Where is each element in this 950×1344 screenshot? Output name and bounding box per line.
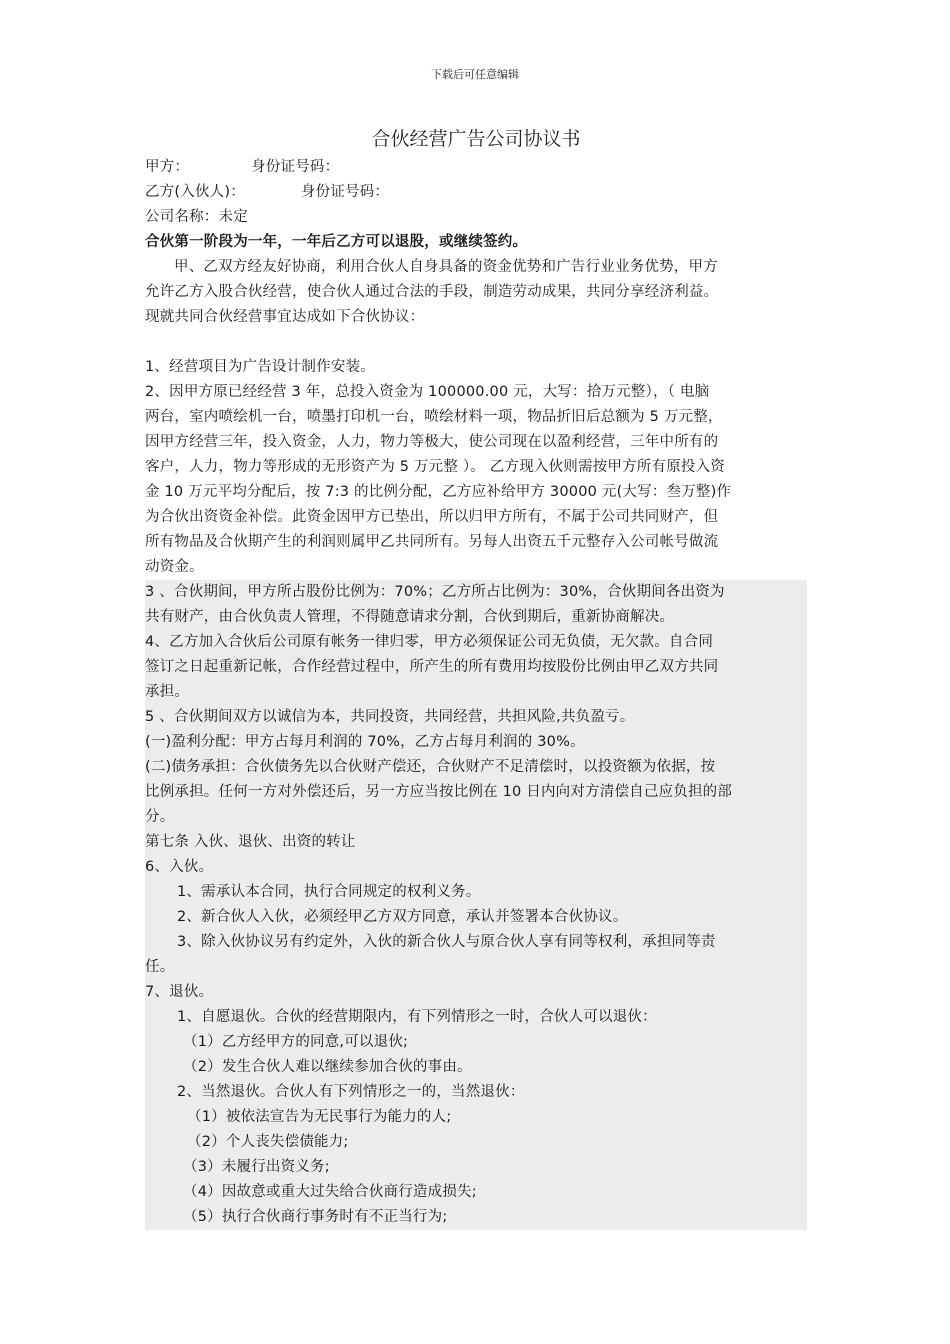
clause-3-line: 共有财产，由合伙负责人管理，不得随意请求分割，合伙到期后，重新协商解决。 [145, 609, 675, 625]
clause-5-2-line: 分。 [145, 809, 175, 825]
party-a-id-label: 身份证号码： [251, 159, 340, 175]
party-a-label: 甲方： [145, 159, 190, 175]
clause-7-1: 1、自愿退伙。合伙的经营期限内，有下列情形之一时，合伙人可以退伙： [177, 1009, 657, 1025]
intro-line: 现就共同合伙经营事宜达成如下合伙协议： [145, 309, 425, 325]
clause-7-2-item: （5）执行合伙商行事务时有不正当行为; [183, 1209, 448, 1225]
clause-2-line: 所有物品及合伙期产生的利润则属甲乙共同所有。另每人出资五千元整存入公司帐号做流 [145, 534, 719, 550]
intro-line: 允许乙方入股合伙经营，使合伙人通过合法的手段，制造劳动成果，共同分享经济利益。 [145, 284, 719, 300]
document-body [145, 124, 807, 1230]
clause-4-line: 承担。 [145, 684, 190, 700]
clause-7-2-item: （2）个人丧失偿债能力; [187, 1134, 349, 1150]
clause-5: 5 、合伙期间双方以诚信为本，共同投资，共同经营，共担风险,共负盈亏。 [145, 709, 635, 725]
clause-6-3-line: 3、除入伙协议另有约定外，入伙的新合伙人与原合伙人享有同等权利，承担同等责 [177, 934, 716, 950]
document-title: 合伙经营广告公司协议书 [371, 128, 581, 150]
clause-2-line: 客户，人力，物力等形成的无形资产为 5 万元整 ）。 乙方现入伙则需按甲方所有原投入资 [145, 459, 726, 475]
clause-5-1: (一)盈利分配：甲方占每月利润的 70%，乙方占每月利润的 30%。 [145, 734, 585, 750]
party-a-line [145, 155, 807, 180]
clause-3-line: 3 、合伙期间，甲方所占股份比例为：70%；乙方所占比例为：30%，合伙期间各出资为 [145, 584, 725, 600]
article-7-heading: 第七条 入伙、退伙、出资的转让 [145, 834, 356, 850]
clause-6-2: 2、新合伙人入伙，必须经甲乙方双方同意，承认并签署本合伙协议。 [177, 909, 628, 925]
clause-4-line: 签订之日起重新记帐，合作经营过程中，所产生的所有费用均按股份比例由甲乙双方共同 [145, 659, 719, 675]
clause-2-line: 动资金。 [145, 559, 204, 575]
clause-7-2-item: （4）因故意或重大过失给合伙商行造成损失; [183, 1184, 477, 1200]
clause-6: 6、入伙。 [145, 859, 214, 875]
clause-2-line: 两台，室内喷绘机一台，喷墨打印机一台，喷绘材料一项，物品折旧后总额为 5 万元整， [145, 409, 723, 425]
clause-7: 7、退伙。 [145, 984, 214, 1000]
clause-7-1-item: （2）发生合伙人难以继续参加合伙的事由。 [183, 1059, 472, 1075]
header-note: 下载后可任意编辑 [431, 68, 519, 81]
clause-2-line: 金 10 万元平均分配后，按 7:3 的比例分配，乙方应补给甲方 30000 元(大写：叁万整)作 [145, 484, 732, 500]
clause-7-2-item: （1）被依法宣告为无民事行为能力的人; [187, 1109, 452, 1125]
party-b-label: 乙方(入伙人)： [145, 184, 245, 200]
shaded-section [145, 580, 807, 1230]
intro-line: 甲、乙双方经友好协商，利用合伙人自身具备的资金优势和广告行业业务优势，甲方 [174, 259, 718, 275]
clause-7-2-item: （3）未履行出资义务; [183, 1159, 330, 1175]
blank-line [145, 330, 807, 355]
stage-note: 合伙第一阶段为一年，一年后乙方可以退股，或继续签约。 [145, 234, 528, 250]
clause-7-1-item: （1）乙方经甲方的同意,可以退伙; [183, 1034, 409, 1050]
clause-2-line: 2、因甲方原已经经营 3 年，总投入资金为 100000.00 元，大写：拾万元整），（ 电脑 [145, 384, 710, 400]
clause-6-3-line: 任。 [145, 959, 175, 975]
party-b-id-label: 身份证号码： [300, 184, 390, 200]
clause-2-line: 为合伙出资资金补偿。此资金因甲方已垫出，所以归甲方所有，不属于公司共同财产，但 [145, 509, 719, 525]
clause-6-1: 1、需承认本合同，执行合同规定的权利义务。 [177, 884, 481, 900]
clause-7-2: 2、当然退伙。合伙人有下列情形之一的，当然退伙： [177, 1084, 525, 1100]
clause-5-2-line: 比例承担。任何一方对外偿还后，另一方应当按比例在 10 日内向对方清偿自己应负担的部 [145, 784, 733, 800]
company-name: 公司名称：未定 [145, 209, 248, 225]
clause-1: 1、经营项目为广告设计制作安装。 [145, 359, 375, 375]
party-b-line [145, 180, 807, 205]
clause-5-2-line: (二)债务承担：合伙债务先以合伙财产偿还，合伙财产不足清偿时，以投资额为依据，按 [145, 759, 716, 775]
clause-4-line: 4、乙方加入合伙后公司原有帐务一律归零，甲方必须保证公司无负债，无欠款。自合同 [145, 634, 714, 650]
clause-2-line: 因甲方经营三年，投入资金，人力，物力等极大，使公司现在以盈利经营，三年中所有的 [145, 434, 719, 450]
